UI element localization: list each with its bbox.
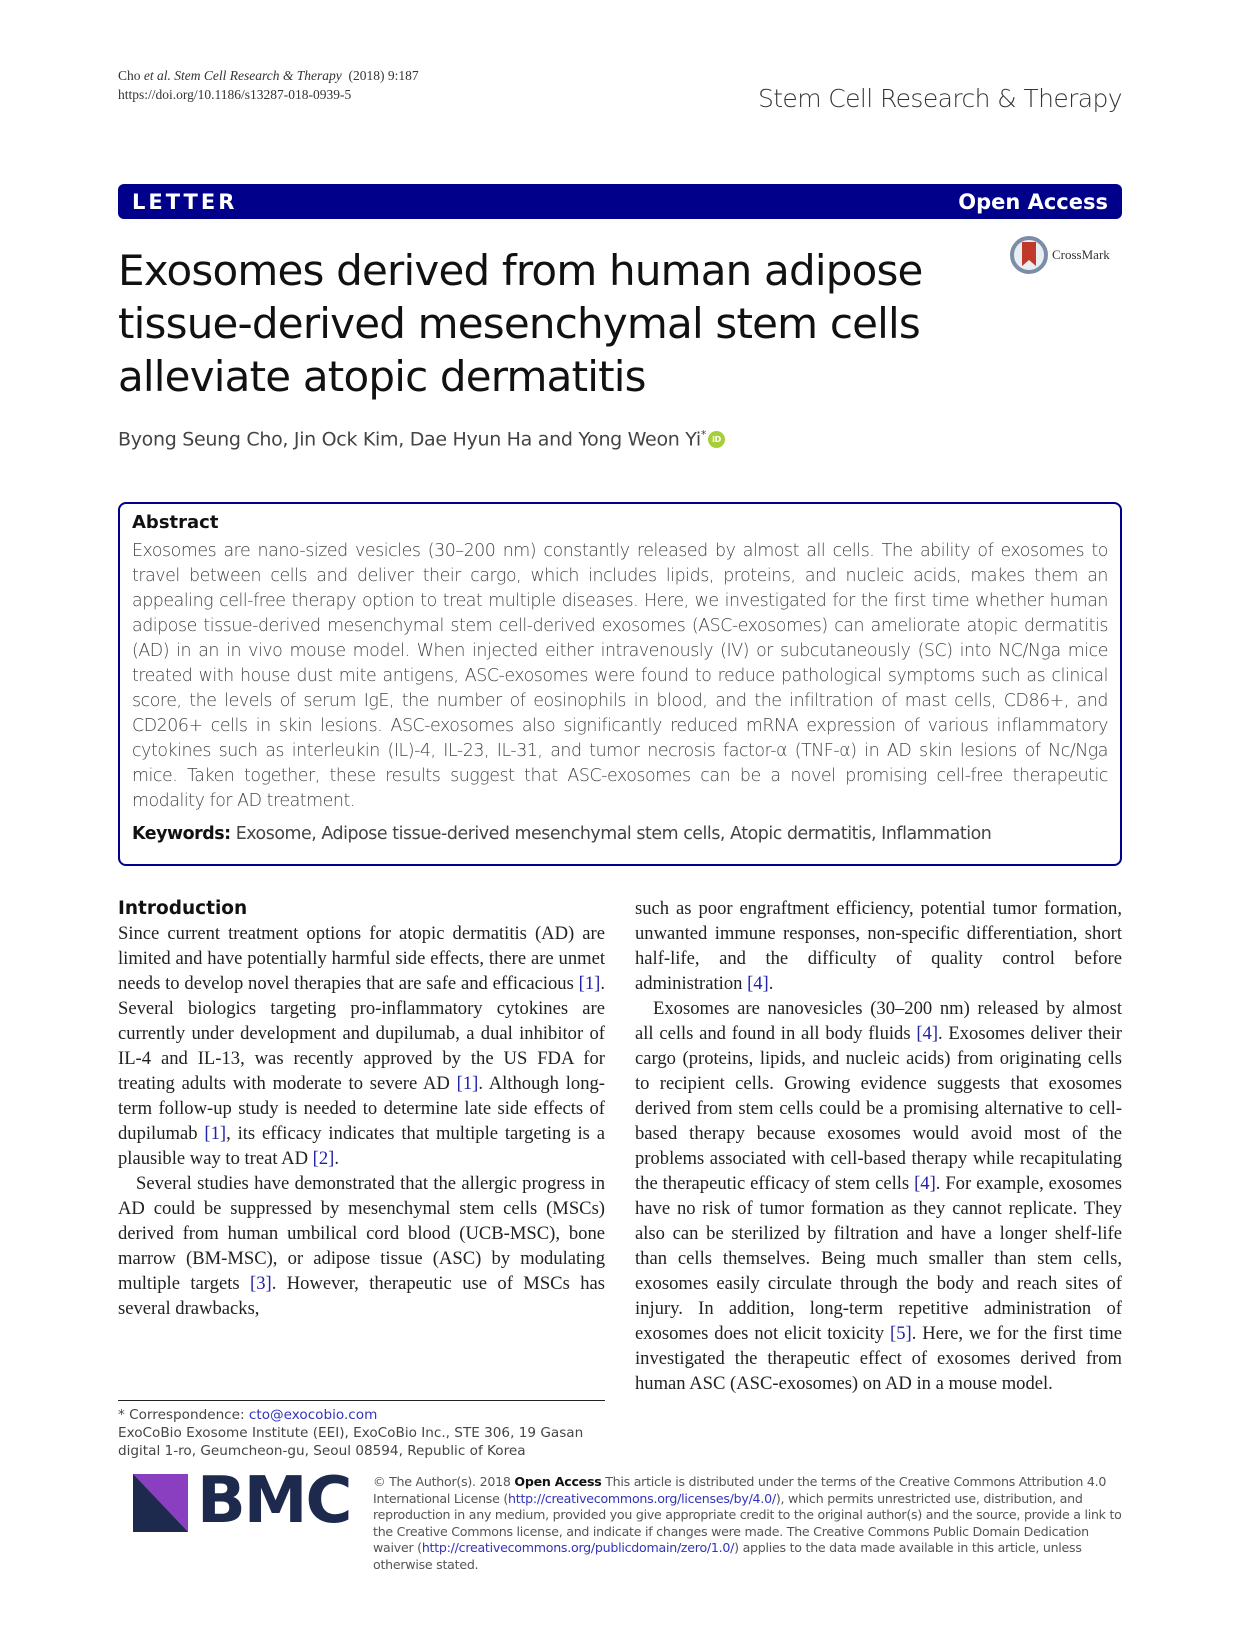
author-names: Byong Seung Cho, Jin Ock Kim, Dae Hyun Ha and Yong Weon Yi: [118, 428, 701, 451]
crossmark-label: CrossMark: [1052, 247, 1110, 262]
section-heading-introduction: Introduction: [118, 898, 248, 919]
keywords: [132, 824, 1108, 844]
journal-name: Stem Cell Research & Therapy: [757, 84, 1122, 113]
abstract-heading: Abstract: [132, 512, 219, 533]
orcid-icon[interactable]: iD: [708, 431, 725, 448]
open-access-label: Open Access: [958, 189, 1108, 214]
citation-line: [118, 66, 419, 85]
abstract-text: Exosomes are nano-sized vesicles (30–200 nm) constantly released by almost all cells. The ability of exosomes to travel between cells and deliver their cargo, which includes lipids, proteins, and nucleic acids, makes them an appealing cell-free therapy option to treat multiple diseases. Here, we investigated for the first time whether human adipose tissue-derived mesenchymal stem cell-derived exosomes (ASC-exosomes) can ameliorate atopic dermatitis (AD) in an in vivo mouse model. When injected either intravenously (IV) or subcutaneously (SC) into NC/Nga mice treated with house dust mite antigens, ASC-exosomes were found to reduce pathological symptoms such as clinical score, the levels of serum IgE, the number of eosinophils in blood, and the infiltration of mast cells, CD86+, and CD206+ cells in skin lesions. ASC-exosomes also significantly reduced mRNA expression of various inflammatory cytokines such as interleukin (IL)-4, IL-23, IL-31, and tumor necrosis factor-α (TNF-α) in AD skin lesions of Nc/Nga mice. Taken together, these results suggest that ASC-exosomes can be a novel promising cell-free therapeutic modality for AD treatment.: [132, 541, 1108, 811]
body-column-left: [118, 896, 605, 1321]
running-head: [118, 66, 419, 104]
citation-link[interactable]: [3]: [250, 1273, 272, 1294]
citation-link[interactable]: [1]: [578, 973, 601, 994]
citation-link[interactable]: [1]: [456, 1073, 479, 1094]
correspondence-email-link[interactable]: cto@exocobio.com: [248, 1407, 378, 1423]
bmc-logo-text: BMC: [197, 1464, 351, 1538]
body-column-right: [635, 896, 1122, 1396]
bmc-logo: [133, 1464, 351, 1544]
citation-link[interactable]: [4]: [747, 973, 769, 994]
correspondence-label: * Correspondence:: [118, 1407, 249, 1423]
crossmark-badge[interactable]: [1010, 236, 1110, 274]
citation-link[interactable]: [2]: [312, 1148, 335, 1169]
abstract-box: [118, 502, 1122, 866]
doi-link[interactable]: https://doi.org/10.1186/s13287-018-0939-5: [118, 87, 352, 102]
citation-link[interactable]: [1]: [204, 1123, 227, 1144]
citation-link[interactable]: [5]: [890, 1323, 912, 1344]
citation-link[interactable]: [4]: [916, 1023, 939, 1044]
paragraph: such as poor engraftment efficiency, potential tumor formation, unwanted immune responses, non-specific differentiation, short half-life, and the difficulty of quality control before administration [4].: [635, 898, 1122, 994]
license-statement: © The Author(s). 2018 Open Access This article is distributed under the terms of the Creative Commons Attribution 4.0 International License (http://creativecommons.org/licenses/by/4.0/), which permits unrestricted use, distribution, and reproduction in any medium, provided you give appropriate credit to the original author(s) and the source, provide a link to the Creative Commons license, and indicate if changes were made. The Creative Commons Public Domain Dedication waiver (http://creativecommons.org/publicdomain/zero/1.0/) applies to the data made available in this article, unless otherwise stated.: [373, 1474, 1122, 1572]
article-type-label: LETTER: [132, 189, 238, 214]
keywords-label: Keywords:: [132, 824, 231, 844]
citation-etal: et al.: [143, 68, 171, 83]
author-list: [118, 428, 725, 450]
correspondence-footnote: [118, 1406, 605, 1460]
crossmark-icon: [1010, 236, 1048, 274]
citation-link[interactable]: [4]: [914, 1173, 936, 1194]
citation-author: Cho: [118, 68, 141, 83]
keywords-list: Exosome, Adipose tissue-derived mesenchymal stem cells, Atopic dermatitis, Inflammation: [235, 824, 992, 844]
citation-journal: Stem Cell Research & Therapy: [174, 68, 342, 83]
cc0-waiver-link[interactable]: http://creativecommons.org/publicdomain/zero/1.0/: [421, 1540, 735, 1556]
affiliation: ExoCoBio Exosome Institute (EEI), ExoCoBio Inc., STE 306, 19 Gasan digital 1-ro, Geumcheon-gu, Seoul 08594, Republic of Korea: [118, 1425, 584, 1459]
corresponding-author-mark: *: [700, 428, 707, 441]
paragraph: Exosomes are nanovesicles (30–200 nm) released by almost all cells and found in all body fluids [4]. Exosomes deliver their cargo (proteins, lipids, and nucleic acids) from originating cells to recipient cells. Growing evidence suggests that exosomes derived from stem cells could be a promising alternative to cell-based therapy because exosomes would avoid most of the problems associated with cell-based therapy while recapitulating the therapeutic efficacy of stem cells [4]. For example, exosomes have no risk of tumor formation as they cannot replicate. They also can be sterilized by filtration and have a longer shelf-life than cells themselves. Being much smaller than stem cells, exosomes easily circulate through the body and reach sites of injury. In addition, long-term repetitive administration of exosomes does not elicit toxicity [5]. Here, we for the first time investigated the therapeutic effect of exosomes derived from human ASC (ASC-exosomes) on AD in a mouse model.: [635, 998, 1122, 1394]
paragraph: Since current treatment options for atopic dermatitis (AD) are limited and have potentially harmful side effects, there are unmet needs to develop novel therapies that are safe and efficacious [1]. Several biologics targeting pro-inflammatory cytokines are currently under development and dupilumab, a dual inhibitor of IL-4 and IL-13, was recently approved by the US FDA for treating adults with moderate to severe AD [1]. Although long-term follow-up study is needed to determine late side effects of dupilumab [1], its efficacy indicates that multiple targeting is a plausible way to treat AD [2].: [118, 923, 605, 1169]
article-title: Exosomes derived from human adipose tissue-derived mesenchymal stem cells alleviate atopic dermatitis: [118, 246, 923, 401]
footnote-divider: [118, 1400, 605, 1401]
citation-year-volume: (2018) 9:187: [348, 68, 419, 83]
license-open-access: Open Access: [514, 1474, 602, 1489]
article-type-banner: [118, 184, 1122, 219]
cc-by-license-link[interactable]: http://creativecommons.org/licenses/by/4.0/: [508, 1490, 776, 1506]
paragraph: Several studies have demonstrated that the allergic progress in AD could be suppressed by mesenchymal stem cells (MSCs) derived from human umbilical cord blood (UCB-MSC), bone marrow (BM-MSC), or adipose tissue (ASC) by modulating multiple targets [3]. However, therapeutic use of MSCs has several drawbacks,: [118, 1173, 605, 1319]
